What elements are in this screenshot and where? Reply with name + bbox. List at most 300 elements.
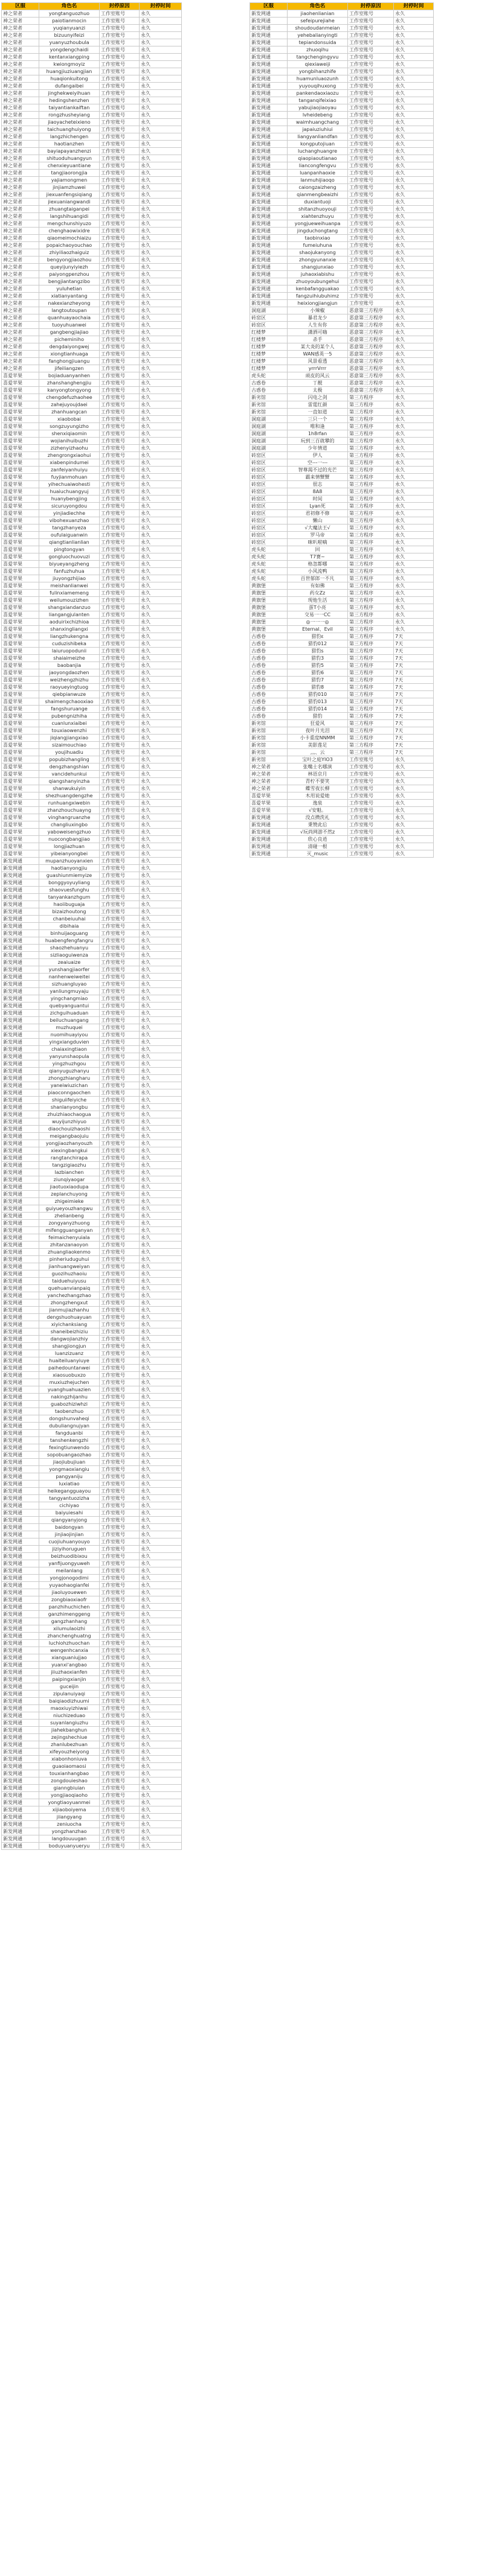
cell-reason: 工作室账号 — [348, 829, 394, 836]
cell-reason: 工作室账号 — [348, 199, 394, 206]
table-row — [250, 112, 434, 119]
cell-time: 永久 — [140, 394, 182, 401]
cell-time: 永久 — [394, 756, 434, 764]
cell-reason: 工作室账号 — [100, 1611, 140, 1618]
table-row — [2, 322, 182, 329]
cell-server: 砖窑区 — [250, 314, 288, 322]
table-row — [250, 46, 434, 54]
cell-server: 新发网通 — [2, 1799, 39, 1806]
cell-name: aoduirixchizhioa — [39, 619, 100, 626]
cell-time: 永久 — [140, 1662, 182, 1669]
cell-server: 新发网通 — [250, 39, 288, 46]
header-name: 角色名 — [39, 3, 100, 10]
cell-time: 永久 — [140, 662, 182, 669]
table-row — [2, 1611, 182, 1618]
table-row — [250, 575, 434, 582]
cell-reason: 工作室账号 — [100, 945, 140, 952]
table-row — [2, 706, 182, 713]
cell-server: 新发网通 — [2, 1249, 39, 1256]
table-row — [250, 742, 434, 749]
cell-reason: 工作室账号 — [100, 235, 140, 242]
cell-time: 永久 — [140, 582, 182, 590]
table-row — [2, 307, 182, 314]
cell-name: zhitanzanaoyon — [39, 1242, 100, 1249]
cell-name: Eternal、Evil — [288, 626, 348, 633]
cell-reason: 工作室账号 — [100, 90, 140, 97]
cell-name: sizaimouchiao — [39, 742, 100, 749]
cell-name: 猎豹3 — [288, 655, 348, 662]
cell-name: 小辣椒 — [288, 307, 348, 314]
cell-name: jifeiliangzen — [39, 365, 100, 372]
cell-time: 永久 — [140, 1749, 182, 1756]
cell-time: 永久 — [394, 510, 434, 517]
cell-name: lvheidebeng — [288, 112, 348, 119]
cell-time: 永久 — [140, 1372, 182, 1379]
table-row — [250, 611, 434, 619]
cell-reason: 工作室账号 — [100, 1089, 140, 1097]
cell-name: meilanlang — [39, 1567, 100, 1575]
cell-time: 永久 — [394, 46, 434, 54]
cell-name: langshihuangidi — [39, 213, 100, 220]
cell-time: 永久 — [394, 778, 434, 785]
table-row — [2, 575, 182, 582]
cell-server: 新发网通 — [2, 1126, 39, 1133]
cell-time: 永久 — [394, 249, 434, 257]
table-row — [2, 1698, 182, 1705]
cell-name: zhongzhiangharu — [39, 1075, 100, 1082]
cell-server: 新发网通 — [2, 1466, 39, 1473]
cell-reason: 工作室账号 — [100, 1242, 140, 1249]
cell-time: 永久 — [140, 1097, 182, 1104]
cell-reason: 工作室账号 — [100, 307, 140, 314]
cell-reason: 工作室账号 — [100, 257, 140, 264]
cell-time: 永久 — [140, 1169, 182, 1176]
cell-server: 洞庭湖 — [250, 430, 288, 438]
cell-time: 永久 — [140, 836, 182, 843]
table-row — [2, 68, 182, 75]
cell-name: 懒山 — [288, 517, 348, 524]
cell-name: ziunqiyaogar — [39, 1176, 100, 1184]
table-row — [250, 191, 434, 199]
table-row — [250, 329, 434, 336]
cell-reason: 工作室账号 — [100, 438, 140, 445]
cell-time: 永久 — [140, 648, 182, 655]
cell-name: liangangjulanten — [39, 611, 100, 619]
cell-reason: 工作室账号 — [348, 220, 394, 228]
cell-time: 永久 — [394, 90, 434, 97]
cell-reason: 工作室账号 — [100, 1263, 140, 1270]
cell-name: panzhihuchichen — [39, 1604, 100, 1611]
cell-name: kanyongtongyong — [39, 387, 100, 394]
cell-time: 永久 — [140, 1401, 182, 1408]
cell-server: 喜爱苹果 — [2, 669, 39, 677]
cell-server: 新发网通 — [2, 1242, 39, 1249]
cell-name: jingduchongtang — [288, 228, 348, 235]
cell-reason: 工作室账号 — [348, 126, 394, 133]
cell-server: 喜爱苹果 — [2, 850, 39, 858]
table-row — [2, 1430, 182, 1437]
table-row — [250, 133, 434, 141]
table-row — [2, 1560, 182, 1567]
cell-reason: 第三方程序 — [348, 626, 394, 633]
cell-reason: 工作室账号 — [100, 619, 140, 626]
cell-reason: 工作室账号 — [100, 264, 140, 271]
cell-reason: 工作室账号 — [100, 1466, 140, 1473]
cell-time: 7天 — [394, 727, 434, 735]
cell-time: 永久 — [394, 329, 434, 336]
cell-server: 喜爱苹果 — [2, 488, 39, 496]
cell-reason: 工作室账号 — [100, 1357, 140, 1365]
table-row — [2, 1466, 182, 1473]
cell-name: fangduanbi — [39, 1430, 100, 1437]
cell-name: maoxiuyizhiwai — [39, 1705, 100, 1712]
table-row — [250, 698, 434, 706]
cell-reason: 工作室账号 — [100, 1082, 140, 1089]
cell-server: 古惑卷 — [250, 648, 288, 655]
cell-name: shiguiifeiyiche — [39, 1097, 100, 1104]
cell-name: kwiongmoyiz — [39, 61, 100, 68]
cell-name: chengdefuzhaohee — [39, 394, 100, 401]
cell-reason: 工作室账号 — [100, 1676, 140, 1683]
cell-reason: 工作室账号 — [348, 75, 394, 83]
cell-server: 神之荣者 — [2, 25, 39, 32]
cell-time: 永久 — [140, 1140, 182, 1147]
cell-server: 新发网通 — [250, 184, 288, 191]
cell-reason: 工作室账号 — [100, 1060, 140, 1068]
cell-server: 新发网通 — [2, 981, 39, 988]
cell-reason: 工作室账号 — [100, 1705, 140, 1712]
cell-reason: 工作室账号 — [100, 1691, 140, 1698]
table-row — [2, 1292, 182, 1299]
table-row — [2, 372, 182, 380]
cell-name: baidongyan — [39, 1524, 100, 1531]
table-row — [2, 1510, 182, 1517]
cell-server: 新发网通 — [2, 1473, 39, 1481]
cell-time: 永久 — [140, 162, 182, 170]
cell-reason: 工作室账号 — [100, 1640, 140, 1647]
table-row — [2, 648, 182, 655]
cell-server: 新发网通 — [2, 865, 39, 872]
table-row — [2, 995, 182, 1003]
cell-name: zhanlubezhuan — [39, 1741, 100, 1749]
cell-reason: 工作室账号 — [100, 1184, 140, 1191]
cell-name: 逸泉 — [288, 800, 348, 807]
cell-name: guozihuzhaoiu — [39, 1270, 100, 1278]
cell-time: 永久 — [140, 1828, 182, 1835]
cell-name: quehuanvianpaiq — [39, 1285, 100, 1292]
cell-name: liancongfengvu — [288, 162, 348, 170]
cell-reason: 工作室账号 — [100, 1770, 140, 1777]
cell-server: 神之荣者 — [2, 46, 39, 54]
table-row — [2, 1198, 182, 1205]
cell-name: meigangbaojuiu — [39, 1133, 100, 1140]
cell-time: 永久 — [394, 184, 434, 191]
table-row — [250, 285, 434, 293]
cell-name: 小卡重度NNMM — [288, 735, 348, 742]
cell-server: 新劣馆 — [250, 394, 288, 401]
cell-name: jiaoyacheteixieno — [39, 119, 100, 126]
table-row — [2, 611, 182, 619]
cell-name: zhanshanghengjiu — [39, 380, 100, 387]
cell-name: xianguaniujjao — [39, 1654, 100, 1662]
table-row — [2, 54, 182, 61]
cell-server: 新发网通 — [2, 1633, 39, 1640]
cell-name: beizhuodibixou — [39, 1553, 100, 1560]
cell-name: quebyanguantui — [39, 1003, 100, 1010]
cell-name: haoiibuguaja — [39, 901, 100, 908]
table-row — [250, 459, 434, 467]
cell-name: yaboweisengzhuo — [39, 829, 100, 836]
cell-reason: 工作室账号 — [100, 293, 140, 300]
table-row — [250, 430, 434, 438]
cell-server: 新发网通 — [2, 1756, 39, 1763]
cell-time: 永久 — [140, 619, 182, 626]
cell-name: fexingtiunwendo — [39, 1444, 100, 1452]
cell-name: vancidehunkui — [39, 771, 100, 778]
table-row — [2, 300, 182, 307]
table-row — [250, 75, 434, 83]
table-row — [2, 524, 182, 532]
cell-server: 神之荣者 — [2, 32, 39, 39]
cell-reason: 工作室账号 — [100, 322, 140, 329]
table-row — [2, 126, 182, 133]
cell-time: 永久 — [140, 25, 182, 32]
cell-reason: 工作室账号 — [100, 1596, 140, 1604]
cell-time: 永久 — [140, 235, 182, 242]
table-row — [2, 727, 182, 735]
ban-table-left — [1, 2, 182, 1850]
cell-server: 神之荣者 — [2, 336, 39, 343]
cell-reason: 工作室账号 — [100, 358, 140, 365]
cell-reason: 工作室账号 — [100, 1604, 140, 1611]
cell-name: tangzigiaozhu — [39, 1162, 100, 1169]
cell-reason: 工作室账号 — [348, 785, 394, 792]
cell-server: 新发网通 — [2, 1191, 39, 1198]
cell-server: 新发网通 — [2, 1763, 39, 1770]
cell-time: 永久 — [140, 18, 182, 25]
cell-time: 永久 — [140, 865, 182, 872]
cell-name: zongdouieshao — [39, 1777, 100, 1785]
cell-name: duxiantuoji — [288, 199, 348, 206]
cell-reason: 工作室账号 — [100, 800, 140, 807]
cell-server: 新发网通 — [2, 1133, 39, 1140]
cell-name: jianmujiazhanhu — [39, 1307, 100, 1314]
cell-reason: 工作室账号 — [100, 1307, 140, 1314]
table-row — [250, 104, 434, 112]
cell-server: 新发网通 — [2, 1140, 39, 1147]
cell-reason: 第三方程序 — [348, 706, 394, 713]
cell-time: 永久 — [140, 343, 182, 351]
table-row — [250, 336, 434, 343]
cell-reason: 第三方程序 — [348, 539, 394, 546]
table-row — [250, 220, 434, 228]
cell-time: 永久 — [140, 1582, 182, 1589]
cell-reason: 工作室账号 — [100, 865, 140, 872]
cell-name: qianmengbeaizhi — [288, 191, 348, 199]
cell-time: 永久 — [394, 75, 434, 83]
cell-server: 新发网通 — [250, 220, 288, 228]
cell-time: 永久 — [394, 104, 434, 112]
cell-reason: 恶意第三方程序 — [348, 314, 394, 322]
table-row — [2, 800, 182, 807]
cell-time: 永久 — [140, 1633, 182, 1640]
cell-time: 永久 — [140, 1024, 182, 1031]
cell-name: jiaojiubujiuan — [39, 1459, 100, 1466]
cell-time: 永久 — [394, 807, 434, 814]
cell-time: 永久 — [140, 213, 182, 220]
cell-name: nakingzhijanhu — [39, 1394, 100, 1401]
cell-reason: 工作室账号 — [100, 300, 140, 307]
cell-server: 喜爱苹果 — [2, 829, 39, 836]
cell-time: 永久 — [140, 1546, 182, 1553]
cell-time: 永久 — [394, 524, 434, 532]
table-row — [2, 850, 182, 858]
cell-server: 喜爱苹果 — [2, 698, 39, 706]
cell-name: zhongzhengxut — [39, 1299, 100, 1307]
table-row — [250, 213, 434, 220]
cell-name: zipulanuiyaqi — [39, 1691, 100, 1698]
cell-server: 新发网通 — [250, 843, 288, 850]
cell-reason: 第三方程序 — [348, 445, 394, 452]
table-row — [250, 141, 434, 148]
table-row — [2, 1575, 182, 1582]
table-row — [250, 568, 434, 575]
cell-server: 新发网通 — [2, 1488, 39, 1495]
cell-server: 喜爱苹果 — [2, 510, 39, 517]
cell-time: 永久 — [140, 1466, 182, 1473]
table-row — [2, 597, 182, 604]
cell-server: 神之荣者 — [2, 112, 39, 119]
cell-server: 神之荣者 — [2, 104, 39, 112]
cell-server: 新发网通 — [2, 872, 39, 879]
table-row — [2, 1191, 182, 1198]
cell-name: 猎豹s — [288, 648, 348, 655]
cell-name: huaiuchuangyuj — [39, 488, 100, 496]
cell-server: 新发网通 — [2, 1567, 39, 1575]
cell-reason: 工作室账号 — [100, 959, 140, 966]
cell-name: 1h8rfan — [288, 430, 348, 438]
cell-time: 永久 — [140, 727, 182, 735]
table-row — [2, 503, 182, 510]
cell-name: yuqianyuanzi — [39, 25, 100, 32]
cell-server: 神之荣者 — [2, 170, 39, 177]
cell-time: 永久 — [140, 1111, 182, 1118]
cell-name: chenxieyuantiane — [39, 162, 100, 170]
cell-name: shangjiongjun — [39, 1343, 100, 1350]
cell-reason: 第三方程序 — [348, 546, 394, 553]
cell-name: 药女Zz — [288, 590, 348, 597]
cell-time: 永久 — [394, 141, 434, 148]
table-row — [2, 945, 182, 952]
cell-server: 新发网通 — [2, 923, 39, 930]
table-row — [250, 481, 434, 488]
cell-name: mifengguanganyan — [39, 1227, 100, 1234]
cell-time: 永久 — [140, 1589, 182, 1596]
cell-server: 新发网通 — [2, 1270, 39, 1278]
cell-time: 永久 — [140, 10, 182, 18]
table-row — [250, 54, 434, 61]
table-row — [2, 97, 182, 104]
cell-server: 神之荣者 — [2, 314, 39, 322]
cell-time: 永久 — [394, 423, 434, 430]
cell-name: langdouuugan — [39, 1835, 100, 1843]
cell-name: 夜叶月光泪 — [288, 727, 348, 735]
cell-time: 7天 — [394, 713, 434, 720]
cell-name: qiexiaweiji — [288, 61, 348, 68]
cell-time: 永久 — [394, 561, 434, 568]
table-row — [250, 126, 434, 133]
table-row — [2, 836, 182, 843]
cell-server: 新发网通 — [250, 278, 288, 285]
cell-time: 永久 — [394, 829, 434, 836]
cell-time: 永久 — [140, 467, 182, 474]
cell-reason: 工作室账号 — [100, 177, 140, 184]
cell-reason: 第三方程序 — [348, 568, 394, 575]
cell-name: jaoyongdaozhen — [39, 669, 100, 677]
cell-time: 永久 — [140, 655, 182, 662]
cell-server: 新发网通 — [2, 1336, 39, 1343]
table-row — [2, 1481, 182, 1488]
cell-server: 喜爱苹果 — [2, 836, 39, 843]
table-row — [250, 235, 434, 242]
cell-name: jiiangyang — [39, 1814, 100, 1821]
cell-server: 喜爱苹果 — [2, 496, 39, 503]
table-row — [250, 756, 434, 764]
header-time: 封停时间 — [140, 3, 182, 10]
cell-name: 灭_music — [288, 850, 348, 858]
cell-time: 永久 — [140, 1394, 182, 1401]
cell-time: 永久 — [394, 764, 434, 771]
cell-time: 永久 — [140, 97, 182, 104]
table-row — [2, 923, 182, 930]
cell-time: 永久 — [140, 814, 182, 821]
cell-reason: 工作室账号 — [100, 561, 140, 568]
cell-server: 喜爱苹果 — [2, 735, 39, 742]
cell-time: 永久 — [140, 510, 182, 517]
table-row — [2, 952, 182, 959]
cell-reason: 工作室账号 — [100, 496, 140, 503]
cell-server: 神之荣者 — [2, 285, 39, 293]
cell-reason: 工作室账号 — [100, 1321, 140, 1328]
cell-name: shaojukanyong — [288, 249, 348, 257]
cell-name: T7赛~ — [288, 553, 348, 561]
cell-time: 7天 — [394, 648, 434, 655]
cell-reason: 工作室账号 — [348, 771, 394, 778]
cell-server: 虎头蛇 — [250, 553, 288, 561]
cell-time: 永久 — [140, 1763, 182, 1770]
cell-server: 新劣馆 — [250, 409, 288, 416]
cell-name: √安魁。 — [288, 807, 348, 814]
table-row — [250, 778, 434, 785]
table-row — [2, 974, 182, 981]
cell-name: yingchangmiao — [39, 995, 100, 1003]
cell-name: jiiuzhaoxianfen — [39, 1669, 100, 1676]
table-row — [2, 365, 182, 372]
cell-reason: 工作室账号 — [100, 1662, 140, 1669]
cell-time: 永久 — [140, 1741, 182, 1749]
cell-server: 新发网通 — [2, 945, 39, 952]
cell-name: yanchezhangzhao — [39, 1292, 100, 1299]
cell-server: 喜爱苹果 — [2, 438, 39, 445]
cell-server: 神之荣者 — [2, 271, 39, 278]
table-row — [2, 488, 182, 496]
cell-name: boduyuanyueryu — [39, 1843, 100, 1850]
cell-reason: 第三方程序 — [348, 735, 394, 742]
cell-server: 红楼梦 — [250, 351, 288, 358]
cell-time: 永久 — [140, 640, 182, 648]
cell-reason: 工作室账号 — [348, 778, 394, 785]
table-row — [250, 771, 434, 778]
